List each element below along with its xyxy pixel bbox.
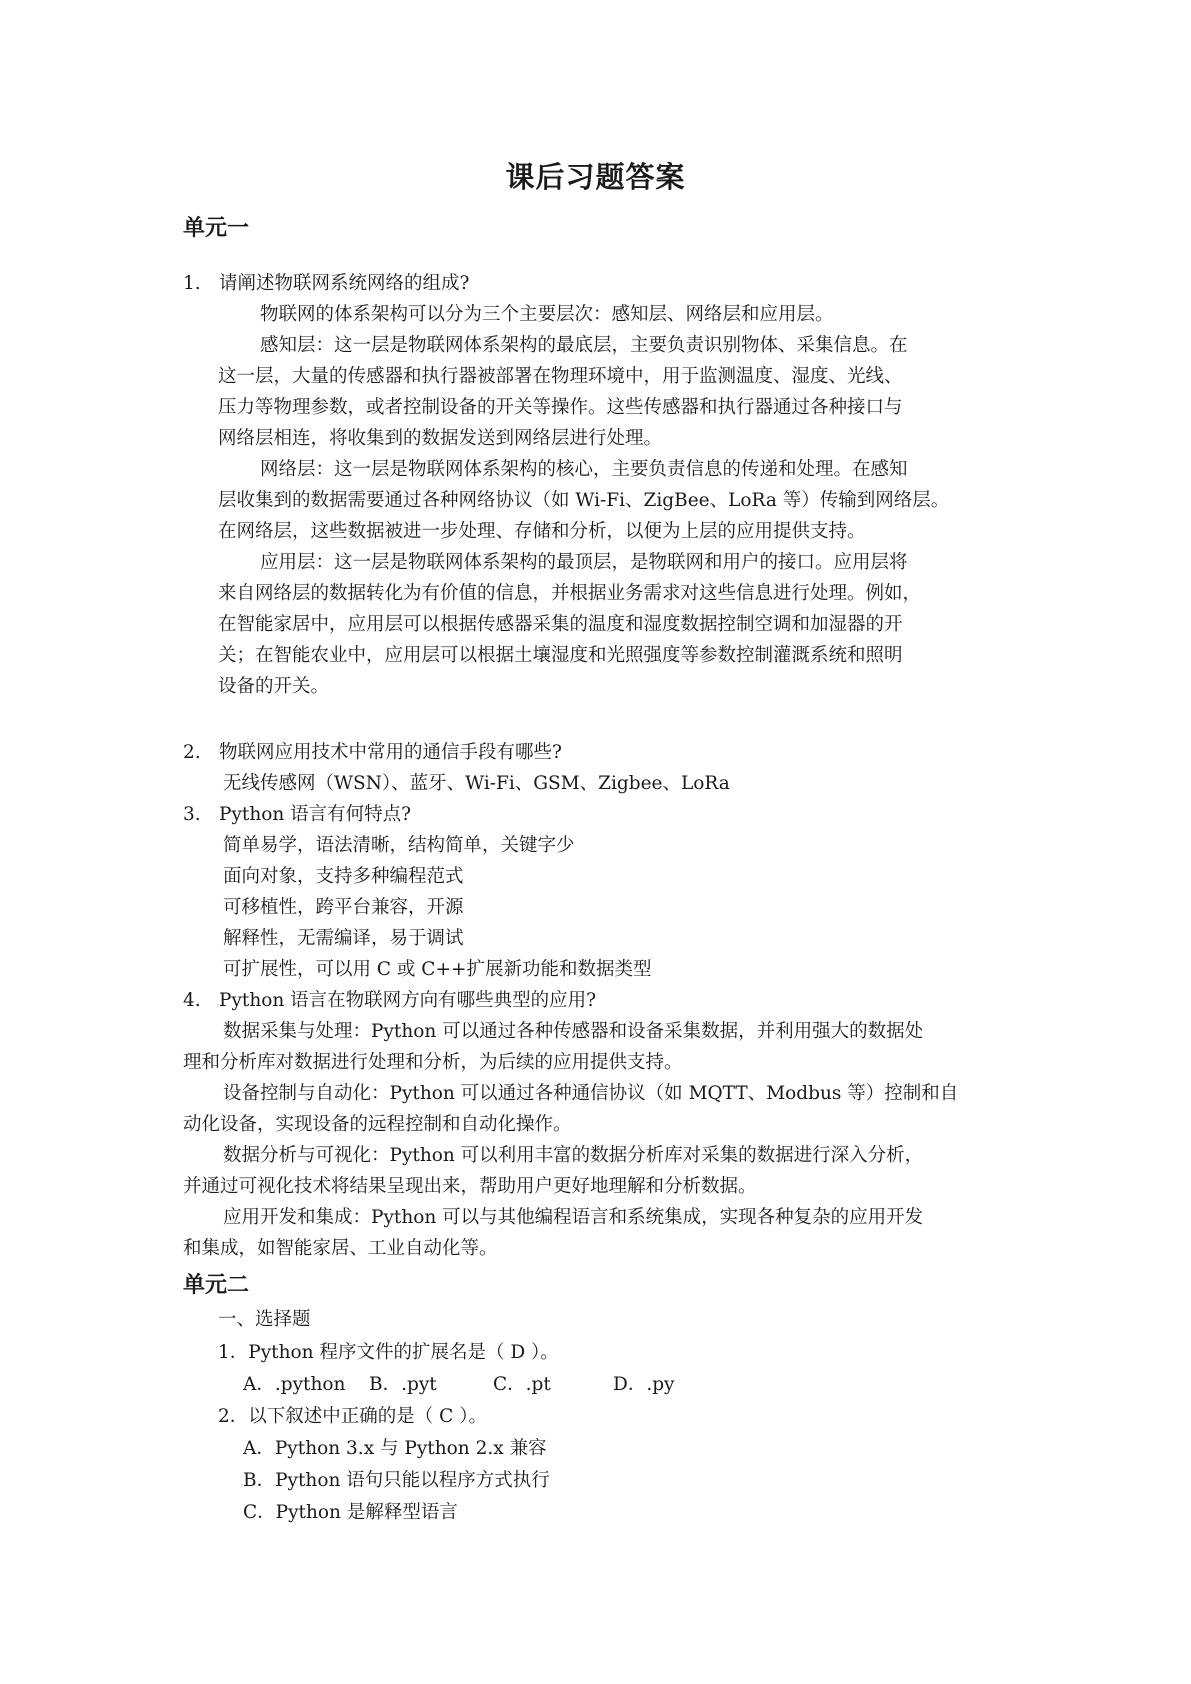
answer-paragraph-line: 理和分析库对数据进行处理和分析，为后续的应用提供支持。 [183,1052,683,1073]
question-number: 3. [183,804,201,825]
answer-line: 可移植性，跨平台兼容，开源 [223,897,464,918]
unit1-q2-question [183,741,562,765]
question-text: Python 语言有何特点? [219,804,412,825]
unit1-q1-question [183,272,469,296]
question-number: 4. [183,990,201,1011]
unit1-q4-question [183,989,596,1013]
answer-paragraph-line: 应用层：这一层是物联网体系架构的最顶层，是物联网和用户的接口。应用层将 [260,552,908,573]
question-number: 2. [183,742,201,763]
unit2-q2-question: 2．以下叙述中正确的是（ C ）。 [218,1406,487,1427]
answer-paragraph-line: 设备的开关。 [218,676,330,697]
question-text: 请阐述物联网系统网络的组成? [219,273,470,294]
option: D．.py [613,1374,675,1395]
answer-line: 简单易学，语法清晰，结构简单，关键字少 [223,835,575,856]
answer-line: 无线传感网（WSN）、蓝牙、Wi-Fi、GSM、Zigbee、LoRa [223,773,730,794]
answer-paragraph-line: 网络层相连，将收集到的数据发送到网络层进行处理。 [218,428,663,449]
option: C．Python 是解释型语言 [243,1502,458,1523]
unit2-heading: 单元二 [183,1272,250,1298]
answer-paragraph-line: 数据分析与可视化：Python 可以利用丰富的数据分析库对采集的数据进行深入分析， [223,1145,924,1166]
answer-paragraph-line: 和集成，如智能家居、工业自动化等。 [183,1238,498,1259]
question-text: 物联网应用技术中常用的通信手段有哪些? [219,742,562,763]
option: A．.python [243,1374,346,1395]
answer-paragraph-line: 感知层：这一层是物联网体系架构的最底层，主要负责识别物体、采集信息。在 [260,335,908,356]
answer-paragraph-line: 关；在智能农业中，应用层可以根据土壤湿度和光照强度等参数控制灌溉系统和照明 [218,645,903,666]
answer-paragraph-line: 并通过可视化技术将结果呈现出来，帮助用户更好地理解和分析数据。 [183,1176,757,1197]
option: B．Python 语句只能以程序方式执行 [243,1470,550,1491]
option: A．Python 3.x 与 Python 2.x 兼容 [243,1438,547,1459]
answer-paragraph-line: 网络层：这一层是物联网体系架构的核心，主要负责信息的传递和处理。在感知 [260,459,908,480]
option-row [243,1373,675,1397]
answer-paragraph-line: 设备控制与自动化：Python 可以通过各种通信协议（如 MQTT、Modbus 等）控制和自 [223,1083,959,1104]
option: B．.pyt [369,1374,437,1395]
answer-line: 面向对象，支持多种编程范式 [223,866,464,887]
answer-line: 可扩展性，可以用 C 或 C++扩展新功能和数据类型 [223,959,652,980]
unit1-heading: 单元一 [183,215,250,241]
answer-line: 解释性，无需编译，易于调试 [223,928,464,949]
answer-paragraph-line: 动化设备，实现设备的远程控制和自动化操作。 [183,1114,572,1135]
answer-paragraph-line: 物联网的体系架构可以分为三个主要层次：感知层、网络层和应用层。 [260,304,834,325]
question-number: 1. [183,273,201,294]
answer-paragraph-line: 来自网络层的数据转化为有价值的信息，并根据业务需求对这些信息进行处理。例如， [218,583,922,604]
page-title: 课后习题答案 [505,160,686,194]
answer-paragraph-line: 在智能家居中，应用层可以根据传感器采集的温度和湿度数据控制空调和加湿器的开 [218,614,903,635]
answer-paragraph-line: 层收集到的数据需要通过各种网络协议（如 Wi-Fi、ZigBee、LoRa 等）传输到网络层。 [218,490,950,511]
answer-paragraph-line: 在网络层，这些数据被进一步处理、存储和分析，以便为上层的应用提供支持。 [218,521,866,542]
answer-paragraph-line: 应用开发和集成：Python 可以与其他编程语言和系统集成，实现各种复杂的应用开发 [223,1207,924,1228]
answer-paragraph-line: 数据采集与处理：Python 可以通过各种传感器和设备采集数据，并利用强大的数据处 [223,1021,924,1042]
option: C．.pt [493,1374,551,1395]
unit2-q1-question: 1．Python 程序文件的扩展名是（ D ）。 [218,1342,559,1363]
unit1-q3-question [183,803,411,827]
answer-paragraph-line: 这一层，大量的传感器和执行器被部署在物理环境中，用于监测温度、湿度、光线、 [218,366,903,387]
section-heading: 一、选择题 [218,1309,311,1330]
question-text: Python 语言在物联网方向有哪些典型的应用? [219,990,597,1011]
answer-paragraph-line: 压力等物理参数，或者控制设备的开关等操作。这些传感器和执行器通过各种接口与 [218,397,903,418]
